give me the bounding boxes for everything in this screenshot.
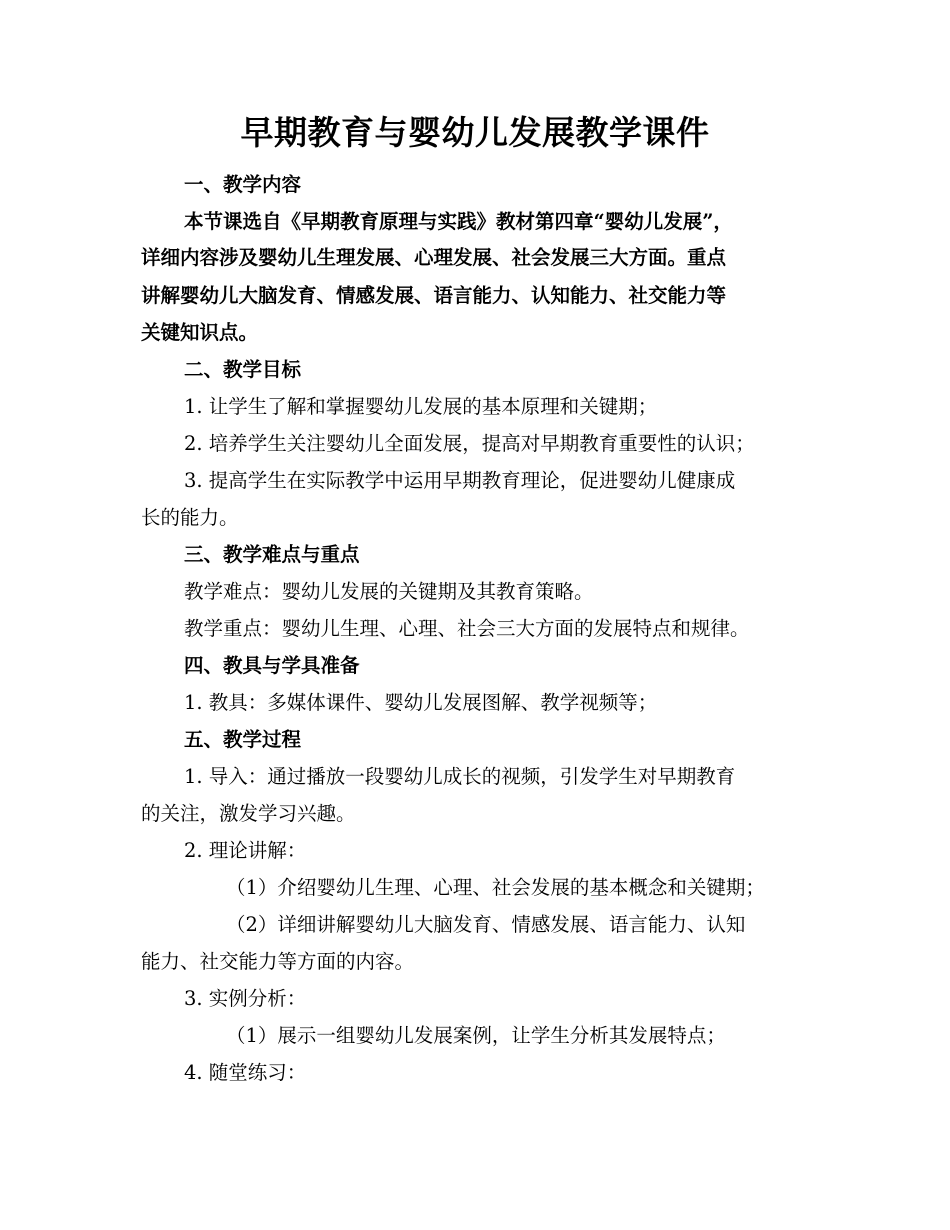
- list-item: 3. 提高学生在实际教学中运用早期教育理论，促进婴幼儿健康成: [184, 469, 736, 492]
- document-title: 早期教育与婴幼儿发展教学课件: [240, 113, 710, 152]
- section-heading-materials: 四、教具与学具准备: [184, 654, 360, 677]
- section-heading-difficulties: 三、教学难点与重点: [184, 543, 360, 566]
- paragraph-line: 教学重点：婴幼儿生理、心理、社会三大方面的发展特点和规律。: [184, 617, 750, 640]
- list-item: 3. 实例分析：: [184, 987, 307, 1010]
- sub-list-item-continuation: 能力、社交能力等方面的内容。: [141, 950, 415, 973]
- list-item-continuation: 的关注，激发学习兴趣。: [141, 802, 356, 825]
- list-item: 1. 导入：通过播放一段婴幼儿成长的视频，引发学生对早期教育: [184, 765, 736, 788]
- section-heading-teaching-goals: 二、教学目标: [184, 358, 302, 381]
- sub-list-item: （2）详细讲解婴幼儿大脑发育、情感发展、语言能力、认知: [226, 913, 746, 936]
- paragraph-line: 关键知识点。: [141, 321, 259, 344]
- section-heading-teaching-content: 一、教学内容: [184, 173, 302, 196]
- paragraph-line: 讲解婴幼儿大脑发育、情感发展、语言能力、认知能力、社交能力等: [141, 284, 727, 307]
- paragraph-line: 教学难点：婴幼儿发展的关键期及其教育策略。: [184, 580, 594, 603]
- sub-list-item: （1）展示一组婴幼儿发展案例，让学生分析其发展特点；: [226, 1024, 726, 1047]
- list-item: 1. 让学生了解和掌握婴幼儿发展的基本原理和关键期；: [184, 395, 658, 418]
- list-item: 2. 理论讲解：: [184, 839, 307, 862]
- paragraph-line: 本节课选自《早期教育原理与实践》教材第四章“婴幼儿发展”，: [184, 210, 733, 233]
- list-item-continuation: 长的能力。: [141, 506, 239, 529]
- section-heading-process: 五、教学过程: [184, 728, 302, 751]
- list-item: 1. 教具：多媒体课件、婴幼儿发展图解、教学视频等；: [184, 691, 658, 714]
- list-item: 2. 培养学生关注婴幼儿全面发展，提高对早期教育重要性的认识；: [184, 432, 755, 455]
- paragraph-line: 详细内容涉及婴幼儿生理发展、心理发展、社会发展三大方面。重点: [141, 246, 727, 269]
- sub-list-item: （1）介绍婴幼儿生理、心理、社会发展的基本概念和关键期；: [226, 876, 765, 899]
- list-item: 4. 随堂练习：: [184, 1061, 307, 1084]
